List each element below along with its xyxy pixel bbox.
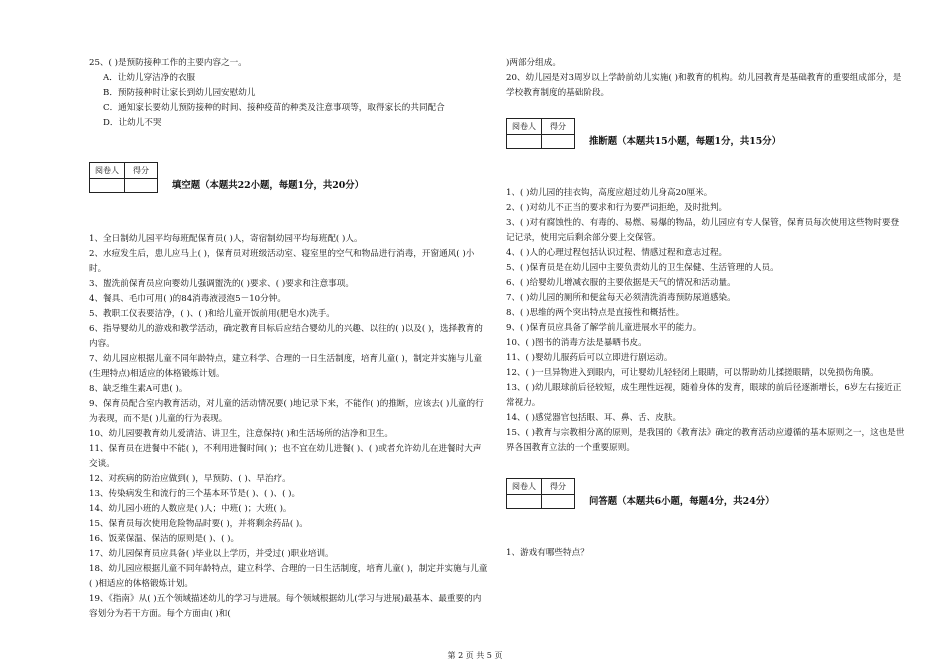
list-item: 12、( )一旦异物进入到眼内，可让婴幼儿轻轻闭上眼睛，可以帮助幼儿揉搓眼睛，以免损伤角膜。 <box>506 368 879 378</box>
option-b: B．预防接种时让家长到幼儿园安慰幼儿 <box>103 88 256 98</box>
list-item: 2、( )对幼儿不正当的要求和行为要严词拒绝，及时批判。 <box>506 203 728 213</box>
question-20: 20、幼儿园是对3周岁以上学龄前幼儿实施( )和教育的机构。幼儿园教育是基础教育的重要组成部分，是学校教育制度的基础阶段。 <box>506 73 902 98</box>
list-item: 3、( )对有腐蚀性的、有毒的、易燃、易爆的物品，幼儿园应有专人保管，保育员每次使用这些物时要登记记录，使用完后剩余部分要上交保管。 <box>506 218 900 243</box>
list-item: 10、( )图书的消毒方法是暴晒书皮。 <box>506 338 647 348</box>
judgement-list <box>506 186 906 456</box>
list-item: 6、( )给婴幼儿增减衣服的主要依据是天气的情况和活动量。 <box>506 278 736 288</box>
list-item: 6、指导婴幼儿的游戏和教学活动，确定教育目标后应结合婴幼儿的兴趣、以往的( )以及( )，选择教育的内容。 <box>89 324 483 349</box>
list-item: 11、( )婴幼儿服药后可以立即进行剧运动。 <box>506 353 673 363</box>
list-item: 5、( )保育员是在幼儿园中主要负责幼儿的卫生保健、生活管理的人员。 <box>506 263 779 273</box>
list-item: 13、( )幼儿眼球前后径较短，成生理性远视，随着身体的发育，眼球的前后径逐渐增长，6岁左右接近正常视力。 <box>506 383 902 408</box>
score-cell <box>542 135 575 149</box>
fill-blank-list <box>89 232 489 622</box>
list-item: 17、幼儿园保育员应具备( )毕业以上学历，并受过( )职业培训。 <box>89 549 334 559</box>
grader-cell <box>507 495 542 509</box>
continued-line: )两部分组成。 <box>506 58 561 68</box>
fill-blank-section-header <box>89 162 364 193</box>
section-title-judgement: 推断题（本题共15小题，每题1分，共15分） <box>589 136 781 147</box>
list-item: 1、( )幼儿园的挂衣钩，高度应超过幼儿身高20厘米。 <box>506 188 713 198</box>
score-box <box>89 162 158 193</box>
list-item: 9、( )保育员应具备了解学前儿童进展水平的能力。 <box>506 323 702 333</box>
list-item: 14、幼儿园小班的人数应是( )人；中班( )；大班( )。 <box>89 504 292 514</box>
list-item: 1、游戏有哪些特点？ <box>506 548 589 558</box>
score-label: 得分 <box>125 163 158 179</box>
list-item: 7、幼儿园应根据儿童不同年龄特点，建立科学、合理的一日生活制度，培育儿童( )，制定并实施与儿童(生理特点)相适应的体格锻炼计划。 <box>89 354 483 379</box>
section-title-fill-blank: 填空题（本题共22小题，每题1分，共20分） <box>172 180 364 191</box>
list-item: 14、( )感觉器官包括眼、耳、鼻、舌、皮肤。 <box>506 413 682 423</box>
list-item: 10、幼儿园要教育幼儿爱清洁、讲卫生，注意保持( )和生活场所的洁净和卫生。 <box>89 429 393 439</box>
list-item: 12、对疾病的防治应做到( )，早预防、( )、早治疗。 <box>89 474 291 484</box>
option-d: D．让幼儿不哭 <box>103 118 162 128</box>
score-label: 得分 <box>542 119 575 135</box>
list-item: 1、全日制幼儿园平均每班配保育员( )人，寄宿制幼园平均每班配( )人。 <box>89 234 363 244</box>
list-item: 5、教职工仪表要洁净，( )、( )和给儿童开饭前用(肥皂水)洗手。 <box>89 309 335 319</box>
list-item: 13、传染病发生和流行的三个基本环节是( )、( )、( )。 <box>89 489 301 499</box>
judgement-section-header <box>506 118 781 149</box>
score-cell <box>125 179 158 193</box>
list-item: 4、( )人的心理过程包括认识过程、情感过程和意志过程。 <box>506 248 728 258</box>
list-item: 8、( )思维的两个突出特点是直接性和概括性。 <box>506 308 685 318</box>
score-cell <box>542 495 575 509</box>
list-item: 7、( )幼儿园的厕所和便盆每天必须清洗消毒预防尿道感染。 <box>506 293 736 303</box>
grader-cell <box>90 179 125 193</box>
score-box <box>506 118 575 149</box>
list-item: 2、水痘发生后，患儿应马上( )，保育员对班级活动室、寝室里的空气和物品进行消毒，开窗通风( )小时。 <box>89 249 475 274</box>
question-25-stem: 25、( )是预防接种工作的主要内容之一。 <box>89 58 247 68</box>
grader-label: 阅卷人 <box>90 163 125 179</box>
option-a: A．让幼儿穿洁净的衣服 <box>103 73 196 83</box>
list-item: 18、幼儿园应根据儿童不同年龄特点，建立科学、合理的一日生活制度，培育儿童( )，制定并实施与儿童( )相适应的体格锻炼计划。 <box>89 564 488 589</box>
list-item: 15、( )教育与宗教相分离的原则，是我国的《教育法》确定的教育活动应遵循的基本原则之一，这也是世界各国教育立法的一个重要原则。 <box>506 428 905 453</box>
qa-list <box>506 546 906 561</box>
grader-label: 阅卷人 <box>507 119 542 135</box>
grader-cell <box>507 135 542 149</box>
list-item: 11、保育员在进餐中不能( )，不利用进餐时间( )；也不宜在幼儿进餐( )、( )或者允许幼儿在进餐时大声交谈。 <box>89 444 482 469</box>
score-box <box>506 478 575 509</box>
list-item: 8、缺乏维生素A可患( )。 <box>89 384 188 394</box>
list-item: 3、盥洗前保育员应向婴幼儿强调盥洗的( )要求、( )要求和注意事项。 <box>89 279 354 289</box>
page-footer: 第 2 页 共 5 页 <box>447 651 503 660</box>
section-title-qa: 问答题（本题共6小题，每题4分，共24分） <box>589 496 775 507</box>
qa-section-header <box>506 478 774 509</box>
option-c: C．通知家长要幼儿预防接种的时间、接种疫苗的种类及注意事项等，取得家长的共同配合 <box>103 103 445 113</box>
score-label: 得分 <box>542 479 575 495</box>
list-item: 4、餐具、毛巾可用( )的84消毒液浸泡5－10分钟。 <box>89 294 286 304</box>
list-item: 19、《指南》从( )五个领域描述幼儿的学习与进展。每个领域根据幼儿(学习与进展)最基本、最重要的内容划分为若干方面。每个方面由( )和( <box>89 594 482 619</box>
list-item: 9、保育员配合室内教育活动，对儿童的活动情况要( )地记录下来，不能作( )的推断，应该去( )儿童的行为表现，而不是( )儿童的行为表现。 <box>89 399 484 424</box>
list-item: 16、饭菜保温、保洁的原则是( )、( )。 <box>89 534 240 544</box>
list-item: 15、保育员每次使用危险物品时要( )，并将剩余药品( )。 <box>89 519 308 529</box>
grader-label: 阅卷人 <box>507 479 542 495</box>
